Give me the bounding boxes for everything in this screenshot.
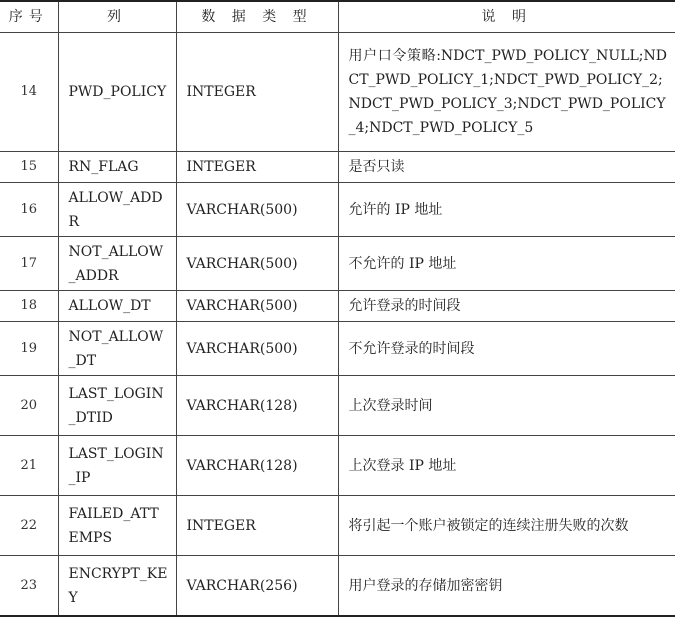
table-row (0, 322, 675, 376)
table-row (0, 33, 675, 152)
header-no: 序号 (0, 1, 58, 33)
column-name: LAST_LOGIN_IP (58, 436, 176, 496)
column-name: ALLOW_DT (58, 291, 176, 322)
description: 用户口令策略:NDCT_PWD_POLICY_NULL;NDCT_PWD_POLICY_1;NDCT_PWD_POLICY_2;NDCT_PWD_POLICY_3;NDCT_PWD_POLICY_4;NDCT_PWD_POLICY_5 (338, 33, 675, 152)
data-type: VARCHAR(128) (176, 436, 338, 496)
row-number: 16 (0, 183, 58, 237)
header-row (0, 1, 675, 33)
table-row (0, 556, 675, 617)
column-name: ENCRYPT_KEY (58, 556, 176, 617)
description: 允许登录的时间段 (338, 291, 675, 322)
column-name: LAST_LOGIN_DTID (58, 376, 176, 436)
row-number: 18 (0, 291, 58, 322)
table-row (0, 436, 675, 496)
description: 不允许登录的时间段 (338, 322, 675, 376)
column-name: NOT_ALLOW_DT (58, 322, 176, 376)
row-number: 20 (0, 376, 58, 436)
row-number: 14 (0, 33, 58, 152)
row-number: 21 (0, 436, 58, 496)
header-data-type: 数 据 类 型 (176, 1, 338, 33)
data-type: INTEGER (176, 496, 338, 556)
column-name: NOT_ALLOW_ADDR (58, 237, 176, 291)
description: 用户登录的存储加密密钥 (338, 556, 675, 617)
header-description: 说 明 (338, 1, 675, 33)
description: 将引起一个账户被锁定的连续注册失败的次数 (338, 496, 675, 556)
row-number: 22 (0, 496, 58, 556)
row-number: 15 (0, 152, 58, 183)
table-row (0, 183, 675, 237)
header-column: 列 (58, 1, 176, 33)
data-type: VARCHAR(256) (176, 556, 338, 617)
data-type: VARCHAR(128) (176, 376, 338, 436)
description: 允许的 IP 地址 (338, 183, 675, 237)
data-type: VARCHAR(500) (176, 291, 338, 322)
column-name: PWD_POLICY (58, 33, 176, 152)
table-row (0, 496, 675, 556)
description: 不允许的 IP 地址 (338, 237, 675, 291)
description: 是否只读 (338, 152, 675, 183)
row-number: 17 (0, 237, 58, 291)
column-name: RN_FLAG (58, 152, 176, 183)
data-type: VARCHAR(500) (176, 237, 338, 291)
column-name: FAILED_ATTEMPS (58, 496, 176, 556)
data-type: INTEGER (176, 33, 338, 152)
data-type: INTEGER (176, 152, 338, 183)
row-number: 19 (0, 322, 58, 376)
table-row (0, 291, 675, 322)
table-row (0, 376, 675, 436)
table-row (0, 237, 675, 291)
description: 上次登录 IP 地址 (338, 436, 675, 496)
description: 上次登录时间 (338, 376, 675, 436)
table-row (0, 152, 675, 183)
column-name: ALLOW_ADDR (58, 183, 176, 237)
data-type: VARCHAR(500) (176, 183, 338, 237)
data-type: VARCHAR(500) (176, 322, 338, 376)
row-number: 23 (0, 556, 58, 617)
